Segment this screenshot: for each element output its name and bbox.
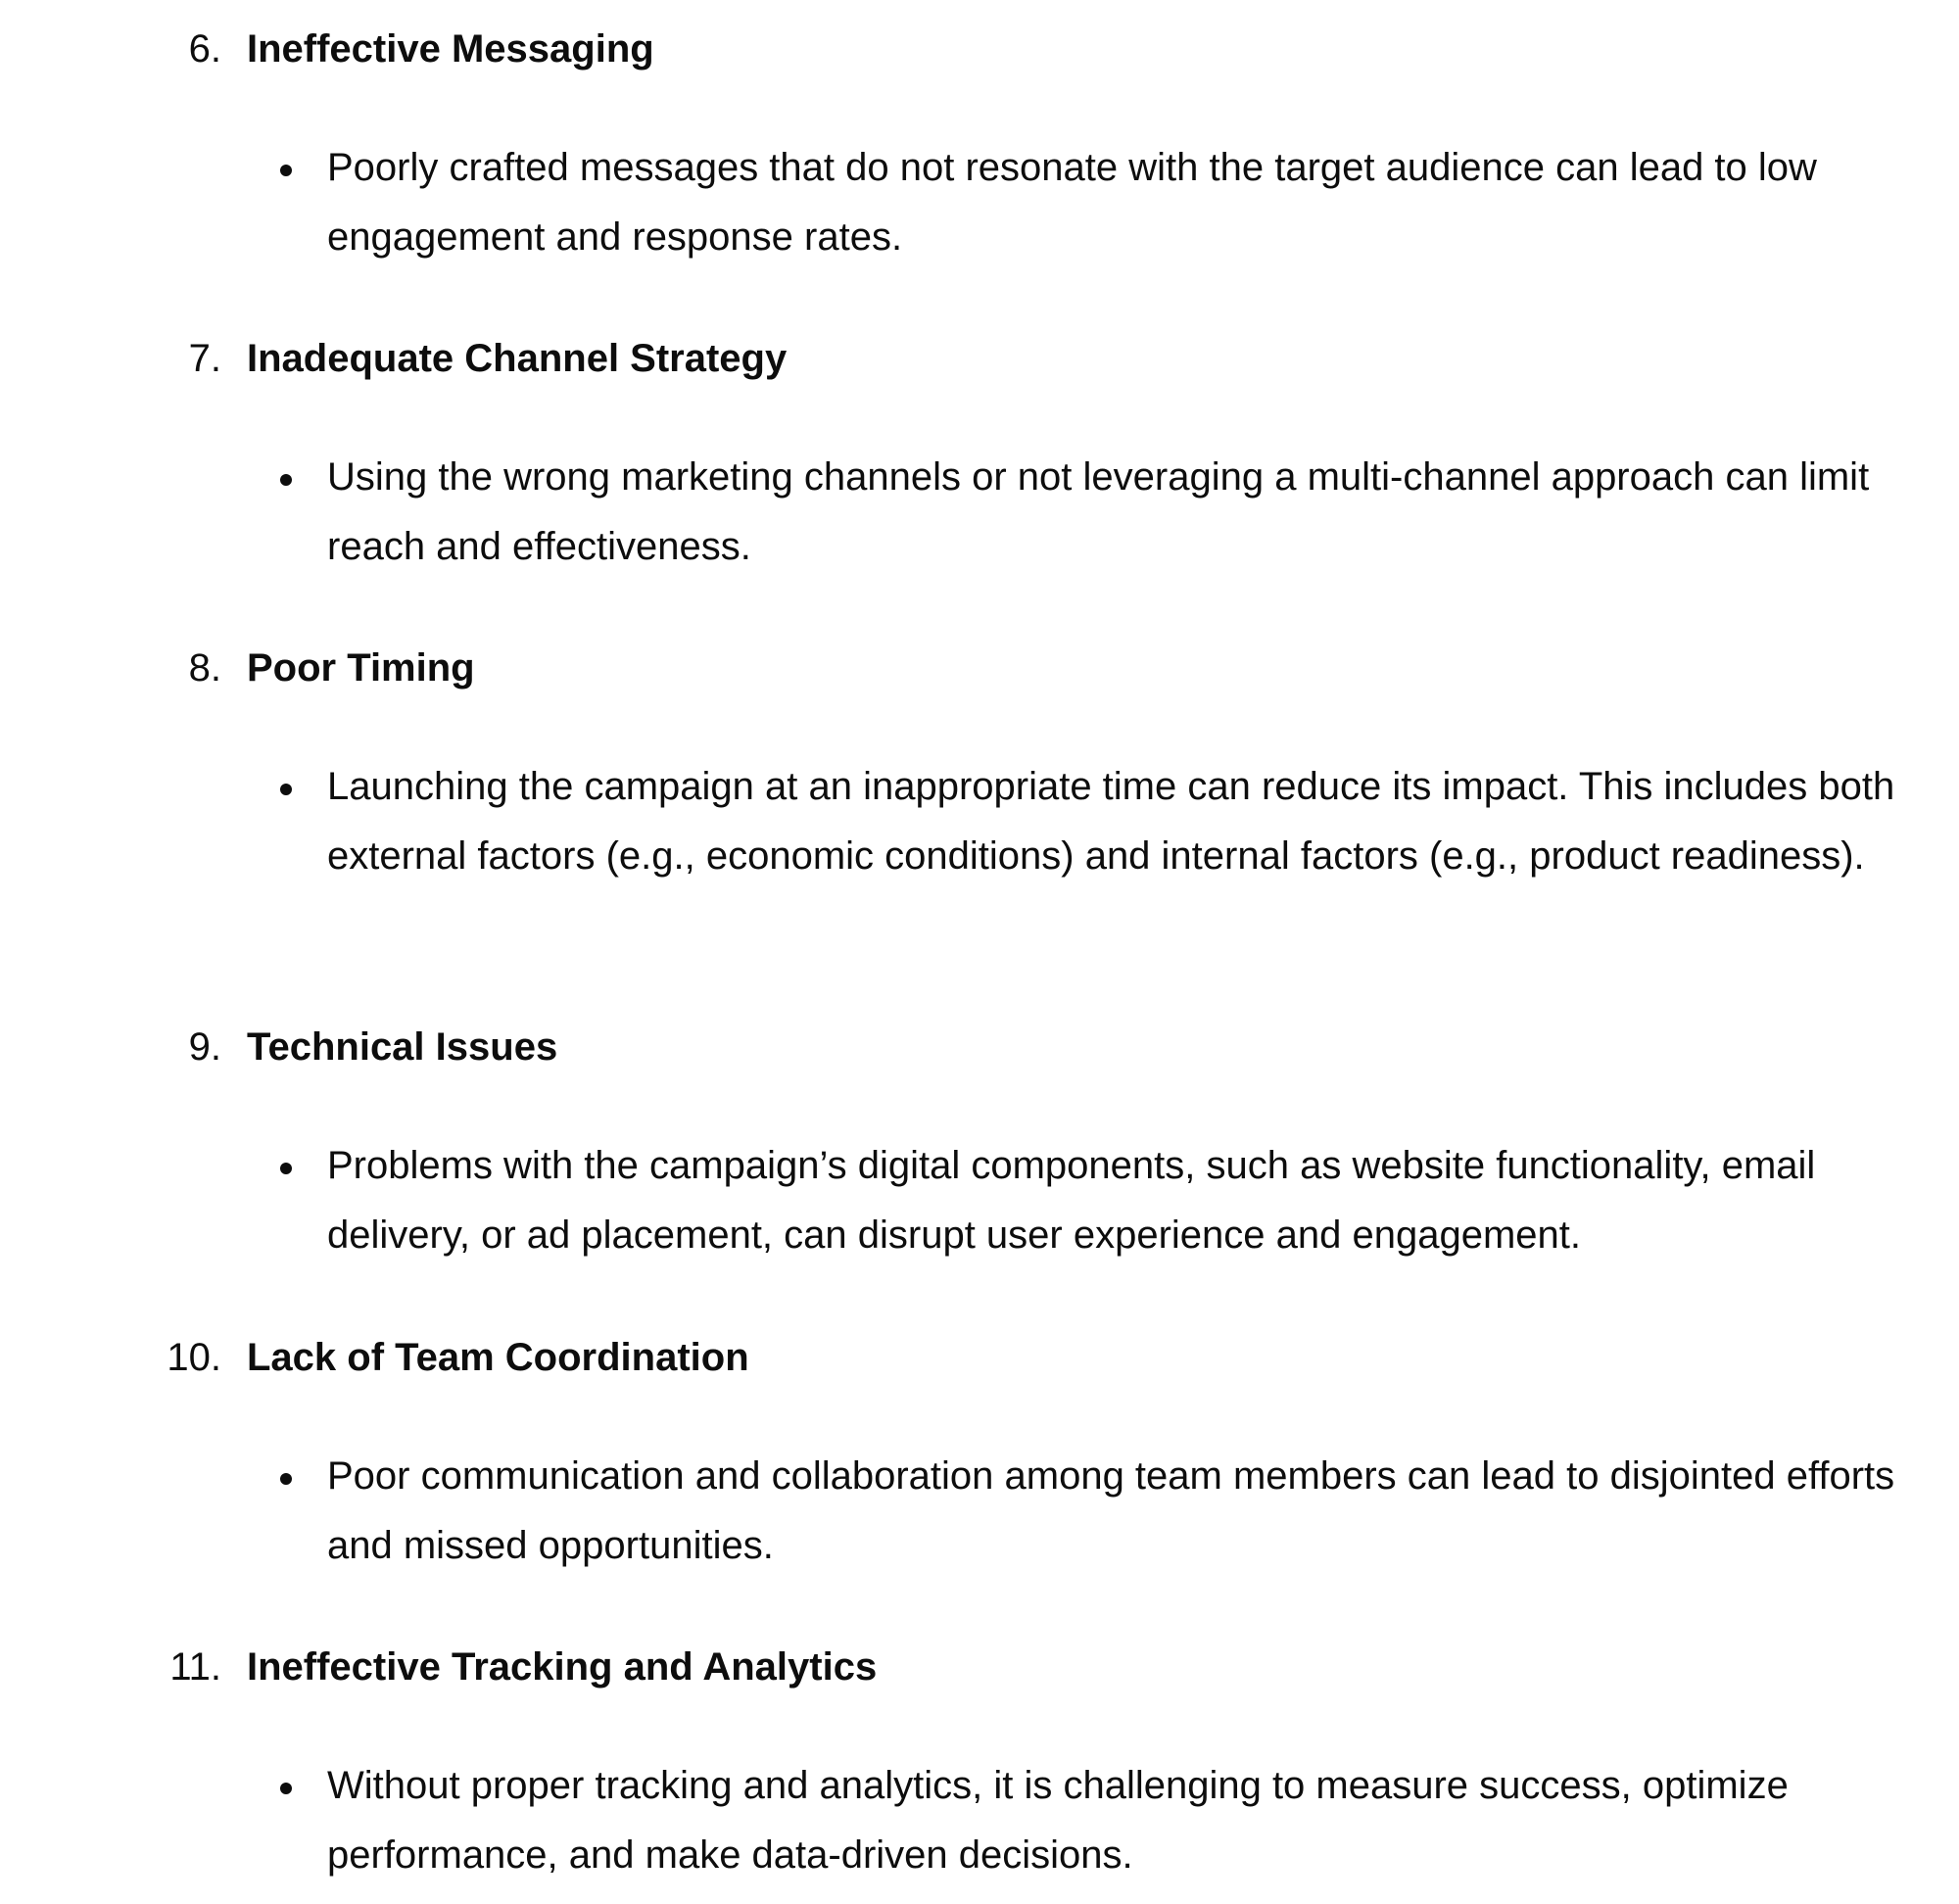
bullet-dot-icon [280,784,292,795]
item-title: Inadequate Channel Strategy [247,337,788,380]
bullet-text: Launching the campaign at an inappropriate time can reduce its impact. This includes both external factors (e.g., economic conditions) and internal factors (e.g., product readiness). [327,765,1895,878]
bullet-dot-icon [280,1163,292,1174]
bullet-dot-icon [280,474,292,486]
item-title: Lack of Team Coordination [247,1336,749,1379]
bullet-text: Using the wrong marketing channels or not leveraging a multi-channel approach can limit reach and effectiveness. [327,455,1870,568]
bullet-text: Poor communication and collaboration among team members can lead to disjointed efforts and missed opportunities. [327,1454,1895,1567]
item-number: 11. [169,1645,221,1689]
bullet-text: Poorly crafted messages that do not resonate with the target audience can lead to low engagement and response rates. [327,146,1817,259]
item-number: 9. [188,1025,221,1069]
item-number: 10. [167,1336,221,1379]
item-number: 8. [188,646,221,690]
item-number: 7. [188,337,221,380]
item-title: Ineffective Tracking and Analytics [247,1645,878,1689]
item-title: Poor Timing [247,646,475,690]
bullet-text: Without proper tracking and analytics, it is challenging to measure success, optimize performance, and make data-driven decisions. [327,1764,1789,1877]
bullet-dot-icon [280,1473,292,1485]
bullet-dot-icon [280,1783,292,1794]
bullet-dot-icon [280,165,292,176]
bullet-text: Problems with the campaign’s digital components, such as website functionality, email delivery, or ad placement, can disrupt user experience and engagement. [327,1144,1816,1257]
item-title: Technical Issues [247,1025,558,1069]
item-number: 6. [188,27,221,71]
item-title: Ineffective Messaging [247,27,654,71]
